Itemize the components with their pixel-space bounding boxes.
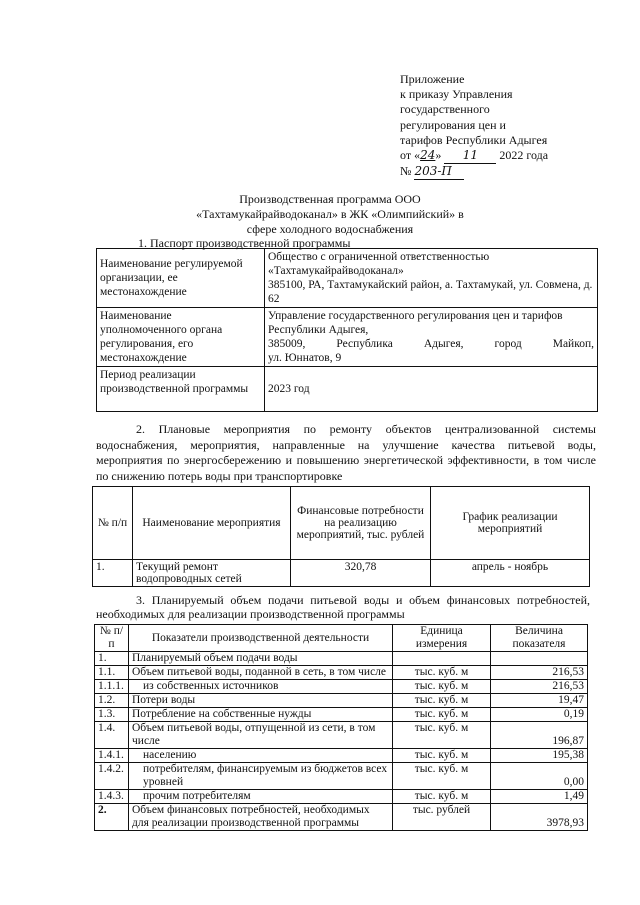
cell-text: Общество с ограниченной ответственностью «Тахтамукайрайводоканал» [268, 251, 490, 277]
table-row [97, 308, 598, 367]
table-row [97, 249, 598, 308]
section-2-text: 2. Плановые мероприятия по ремонту объектов централизованной системы водоснабжения, мероприятия, направленные на улучшение качества питьевой воды, мероприятия по энергосбережению и повышению энергетической эффективности, в том числе по снижению потерь воды при транспортировке [96, 422, 596, 483]
appendix-line: Приложение [400, 72, 465, 86]
section-1-heading: 1. Паспорт производственной программы [138, 236, 351, 250]
table-cell-name: из собственных источников [129, 680, 393, 694]
table-cell-num: 1.1.1. [95, 680, 129, 694]
table-header-row [95, 625, 588, 652]
table-cell-value: 19,47 [491, 694, 588, 708]
table-cell-num: 1.4. [95, 722, 129, 749]
table-cell-unit: тыс. куб. м [393, 694, 491, 708]
table-row [95, 708, 588, 722]
table-cell-value: 0,19 [491, 708, 588, 722]
date-month: 11 [444, 148, 496, 164]
table-cell [265, 249, 598, 308]
table-cell: 2023 год [265, 367, 598, 412]
number-value: 203-П [414, 164, 464, 180]
table-cell-unit: тыс. рублей [393, 804, 491, 831]
table-cell-name: Планируемый объем подачи воды [129, 652, 393, 666]
section-3-text: 3. Планируемый объем подачи питьевой воды и объем финансовых потребностей, необходимых для реализации производственной программы [96, 593, 590, 621]
table-cell: 1. [93, 560, 133, 587]
measures-table [92, 486, 590, 587]
table-cell-name: прочим потребителям [129, 790, 393, 804]
table-cell-value: 1,49 [491, 790, 588, 804]
volumes-table [94, 624, 588, 831]
table-cell-value: 195,38 [491, 749, 588, 763]
table-cell-num: 1. [95, 652, 129, 666]
table-cell-unit: тыс. куб. м [393, 666, 491, 680]
table-cell-num: 1.1. [95, 666, 129, 680]
appendix-line: регулирования цен и [400, 117, 506, 132]
cell-text: Управление государственного регулирования цен и тарифов Республики Адыгея, [268, 310, 563, 336]
table-cell-value: 216,53 [491, 666, 588, 680]
column-header: Единица измерения [393, 625, 491, 652]
table-cell: Период реализации производственной программы [97, 367, 265, 412]
appendix-line: государственного [400, 102, 490, 117]
title-line: «Тахтамукайрайводоканал» в ЖК «Олимпийский» в [196, 207, 464, 221]
table-row [97, 367, 598, 412]
date-day: 24 [420, 148, 436, 163]
cell-text: 385100, РА, Тахтамукайский район, а. Тахтамукай, ул. Совмена, д. 62 [268, 279, 593, 305]
table-cell-name: потребителям, финансируемым из бюджетов всех уровней [129, 763, 393, 790]
column-header: Наименование мероприятия [133, 487, 291, 560]
table-cell: апрель - ноябрь [431, 560, 590, 587]
table-cell-unit: тыс. куб. м [393, 680, 491, 694]
table-row [95, 666, 588, 680]
table-cell-num: 1.4.2. [95, 763, 129, 790]
table-cell-name: Потребление на собственные нужды [129, 708, 393, 722]
table-row [95, 749, 588, 763]
order-number [400, 164, 548, 180]
order-date [400, 148, 548, 164]
table-row [95, 804, 588, 831]
appendix-line: к приказу Управления [400, 87, 513, 102]
table-cell-unit: тыс. куб. м [393, 749, 491, 763]
table-row [95, 652, 588, 666]
column-header: Показатели производственной деятельности [129, 625, 393, 652]
table-row [93, 560, 590, 587]
column-header: График реализации мероприятий [431, 487, 590, 560]
column-header: Финансовые потребности на реализацию мероприятий, тыс. рублей [291, 487, 431, 560]
date-mid: » [435, 148, 445, 163]
table-cell-num: 1.4.1. [95, 749, 129, 763]
appendix-block [400, 72, 548, 180]
number-prefix: № [400, 164, 415, 179]
title-line: сфере холодного водоснабжения [246, 222, 414, 236]
table-cell: Наименование уполномоченного органа регулирования, его местонахождение [97, 308, 265, 367]
table-cell: Текущий ремонт водопроводных сетей [133, 560, 291, 587]
table-cell-value [491, 652, 588, 666]
table-cell-num: 2. [95, 804, 129, 831]
appendix-line: тарифов Республики Адыгея [400, 132, 548, 147]
table-cell-value: 3978,93 [491, 804, 588, 831]
table-cell-num: 1.2. [95, 694, 129, 708]
column-header: № п/п [95, 625, 129, 652]
table-cell-name: Объем питьевой воды, отпущенной из сети, в том числе [129, 722, 393, 749]
table-cell-name: Объем питьевой воды, поданной в сеть, в том числе [129, 666, 393, 680]
table-row [95, 694, 588, 708]
table-cell-name: Объем финансовых потребностей, необходимых для реализации производственной программы [129, 804, 393, 831]
title-line: Производственная программа ООО [239, 192, 421, 206]
table-cell-num: 1.4.3. [95, 790, 129, 804]
table-cell-value: 196,87 [491, 722, 588, 749]
table-cell: Наименование регулируемой организации, ее местонахождение [97, 249, 265, 308]
cell-text: 385009, Республика Адыгея, город Майкоп, [268, 338, 594, 350]
table-row [95, 763, 588, 790]
table-row [95, 680, 588, 694]
volumes-body [95, 652, 588, 831]
date-prefix: от « [400, 148, 421, 163]
table-cell-name: населению [129, 749, 393, 763]
table-cell-num: 1.3. [95, 708, 129, 722]
table-cell-unit: тыс. куб. м [393, 763, 491, 790]
table-cell [265, 308, 598, 367]
table-cell-unit: тыс. куб. м [393, 790, 491, 804]
table-row [95, 722, 588, 749]
column-header: Величина показателя [491, 625, 588, 652]
date-suffix: 2022 года [496, 148, 549, 163]
table-cell-unit: тыс. куб. м [393, 722, 491, 749]
table-cell-value: 216,53 [491, 680, 588, 694]
table-cell-unit [393, 652, 491, 666]
table-cell-value: 0,00 [491, 763, 588, 790]
program-title [160, 192, 500, 237]
table-cell-name: Потери воды [129, 694, 393, 708]
table-row [95, 790, 588, 804]
column-header: № п/п [93, 487, 133, 560]
table-cell-unit: тыс. куб. м [393, 708, 491, 722]
table-cell: 320,78 [291, 560, 431, 587]
passport-table [96, 248, 598, 412]
cell-text: ул. Юннатов, 9 [268, 352, 342, 364]
table-header-row [93, 487, 590, 560]
